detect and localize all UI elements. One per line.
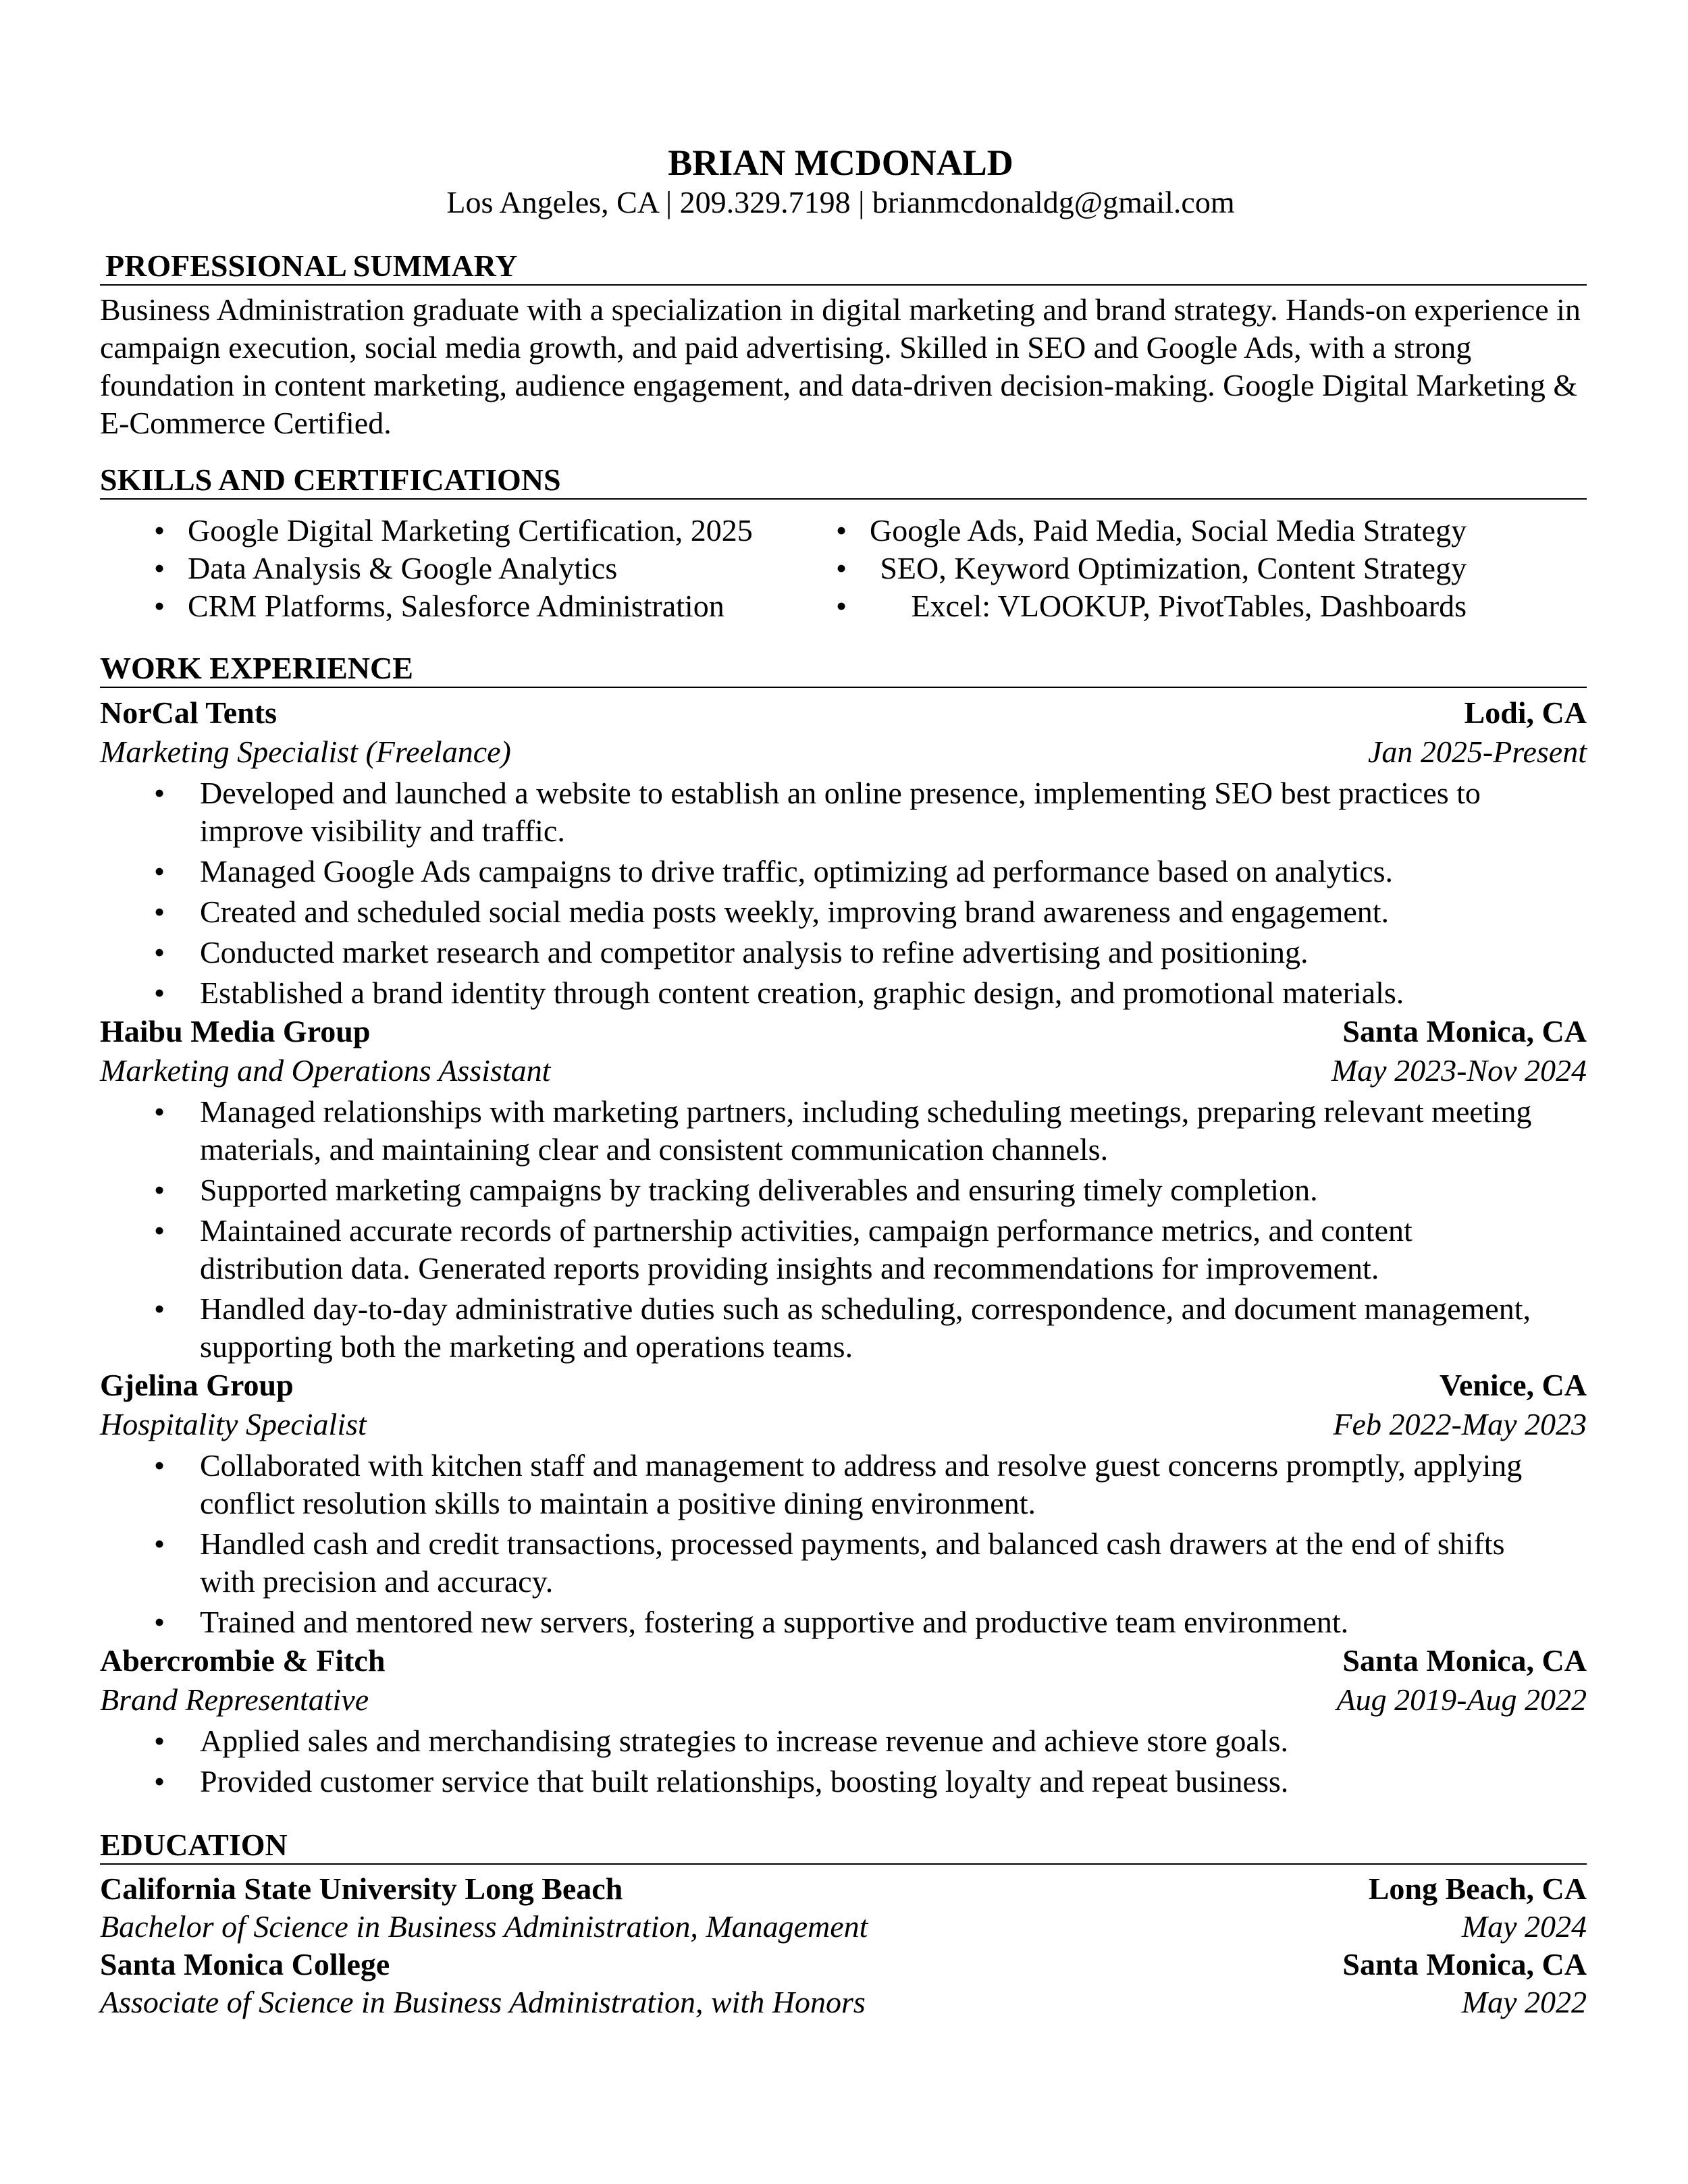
education-school-row — [100, 1870, 1587, 1908]
job-subheader — [100, 733, 1587, 772]
education-degree-row — [100, 1908, 1587, 1946]
education-degree: Bachelor of Science in Business Administration, Management — [100, 1909, 868, 1944]
job-entry — [100, 1641, 1587, 1801]
job-bullet: • Handled day-to-day administrative duties such as scheduling, correspondence, and document management, supporting both the marketing and operations teams. — [100, 1290, 1587, 1366]
education-degree: Associate of Science in Business Administration, with Honors — [100, 1985, 866, 2019]
education-date: May 2024 — [1461, 1909, 1587, 1944]
skill-item: • CRM Platforms, Salesforce Administration — [154, 587, 836, 625]
education-location: Long Beach, CA — [1368, 1871, 1587, 1906]
job-bullet: • Created and scheduled social media posts weekly, improving brand awareness and engagement. — [100, 893, 1587, 931]
candidate-name: BRIAN MCDONALD — [668, 142, 1013, 183]
skill-item: • Data Analysis & Google Analytics — [154, 550, 836, 587]
job-header — [100, 1641, 1587, 1680]
education-heading: EDUCATION — [100, 1828, 1587, 1865]
job-subheader — [100, 1405, 1587, 1444]
job-entry — [100, 693, 1587, 1012]
job-bullets — [100, 1722, 1587, 1801]
skills-list-right — [836, 512, 1467, 625]
job-dates: Aug 2019-Aug 2022 — [1336, 1682, 1587, 1717]
job-company: Haibu Media Group — [100, 1014, 371, 1048]
job-subheader — [100, 1680, 1587, 1720]
job-bullet: • Conducted market research and competitor analysis to refine advertising and positioning. — [100, 934, 1587, 971]
job-bullet: • Developed and launched a website to establish an online presence, implementing SEO best practices to improve visibility and traffic. — [100, 774, 1587, 850]
education-school: Santa Monica College — [100, 1947, 390, 1981]
education-section — [100, 1828, 1587, 2021]
job-header — [100, 693, 1587, 733]
job-location: Santa Monica, CA — [1342, 1643, 1587, 1678]
job-header — [100, 1366, 1587, 1405]
skill-item: • Google Digital Marketing Certification, 2025 — [154, 512, 836, 550]
job-bullet: • Established a brand identity through content creation, graphic design, and promotional materials. — [100, 974, 1587, 1012]
job-header — [100, 1012, 1587, 1051]
job-bullets — [100, 774, 1587, 1012]
skill-item: • Excel: VLOOKUP, PivotTables, Dashboards — [836, 587, 1467, 625]
job-dates: Feb 2022-May 2023 — [1333, 1407, 1587, 1441]
skill-item: • Google Ads, Paid Media, Social Media Strategy — [836, 512, 1467, 550]
job-entry — [100, 1012, 1587, 1366]
summary-text: Business Administration graduate with a specialization in digital marketing and brand strategy. Hands-on experience in campaign execution, social media growth, and paid advertising. Skilled in SEO and Google Ads, with a strong foundation in content marketing, audience engagement, and data-driven decision-making. Google Digital Marketing & E-Commerce Certified. — [100, 292, 1581, 440]
experience-heading: WORK EXPERIENCE — [100, 651, 1587, 688]
education-school: California State University Long Beach — [100, 1871, 623, 1906]
job-role: Brand Representative — [100, 1682, 369, 1717]
job-location: Lodi, CA — [1464, 695, 1587, 730]
job-subheader — [100, 1051, 1587, 1090]
job-dates: May 2023-Nov 2024 — [1331, 1053, 1587, 1088]
education-degree-row — [100, 1983, 1587, 2021]
skills-section — [100, 462, 1587, 625]
job-entry — [100, 1366, 1587, 1641]
job-bullet: • Managed relationships with marketing partners, including scheduling meetings, preparing relevant meeting materials, and maintaining clear and consistent communication channels. — [100, 1093, 1587, 1169]
job-bullet: • Collaborated with kitchen staff and management to address and resolve guest concerns promptly, applying conflict resolution skills to maintain a positive dining environment. — [100, 1447, 1587, 1522]
job-bullets — [100, 1093, 1587, 1366]
contact-line: Los Angeles, CA | 209.329.7198 | brianmcdonaldg@gmail.com — [446, 185, 1235, 219]
education-school-row — [100, 1946, 1587, 1983]
skills-list-left — [154, 512, 836, 625]
job-bullet: • Supported marketing campaigns by tracking deliverables and ensuring timely completion. — [100, 1171, 1587, 1209]
job-bullet: • Handled cash and credit transactions, processed payments, and balanced cash drawers at the end of shifts with precision and accuracy. — [100, 1525, 1587, 1601]
summary-heading: PROFESSIONAL SUMMARY — [100, 248, 1587, 286]
job-dates: Jan 2025-Present — [1367, 735, 1587, 769]
job-location: Santa Monica, CA — [1342, 1014, 1587, 1048]
job-bullet: • Applied sales and merchandising strategies to increase revenue and achieve store goals. — [100, 1722, 1587, 1760]
job-company: Gjelina Group — [100, 1368, 294, 1402]
job-company: NorCal Tents — [100, 695, 277, 730]
job-bullet: • Trained and mentored new servers, fostering a supportive and productive team environment. — [100, 1603, 1587, 1641]
job-bullet: • Provided customer service that built relationships, boosting loyalty and repeat business. — [100, 1763, 1587, 1801]
education-date: May 2022 — [1461, 1985, 1587, 2019]
education-location: Santa Monica, CA — [1342, 1947, 1587, 1981]
job-bullets — [100, 1447, 1587, 1641]
job-bullet: • Managed Google Ads campaigns to drive traffic, optimizing ad performance based on analytics. — [100, 853, 1587, 890]
experience-section — [100, 651, 1587, 1801]
job-company: Abercrombie & Fitch — [100, 1643, 386, 1678]
summary-section — [100, 248, 1587, 442]
skill-item: • SEO, Keyword Optimization, Content Strategy — [836, 550, 1467, 587]
job-role: Hospitality Specialist — [100, 1407, 367, 1441]
job-location: Venice, CA — [1439, 1368, 1587, 1402]
job-role: Marketing and Operations Assistant — [100, 1053, 551, 1088]
skills-heading: SKILLS AND CERTIFICATIONS — [100, 462, 1587, 500]
skills-grid — [100, 512, 1587, 625]
job-bullet: • Maintained accurate records of partnership activities, campaign performance metrics, and content distribution data. Generated reports providing insights and recommendations for improvement. — [100, 1212, 1587, 1287]
job-role: Marketing Specialist (Freelance) — [100, 735, 511, 769]
